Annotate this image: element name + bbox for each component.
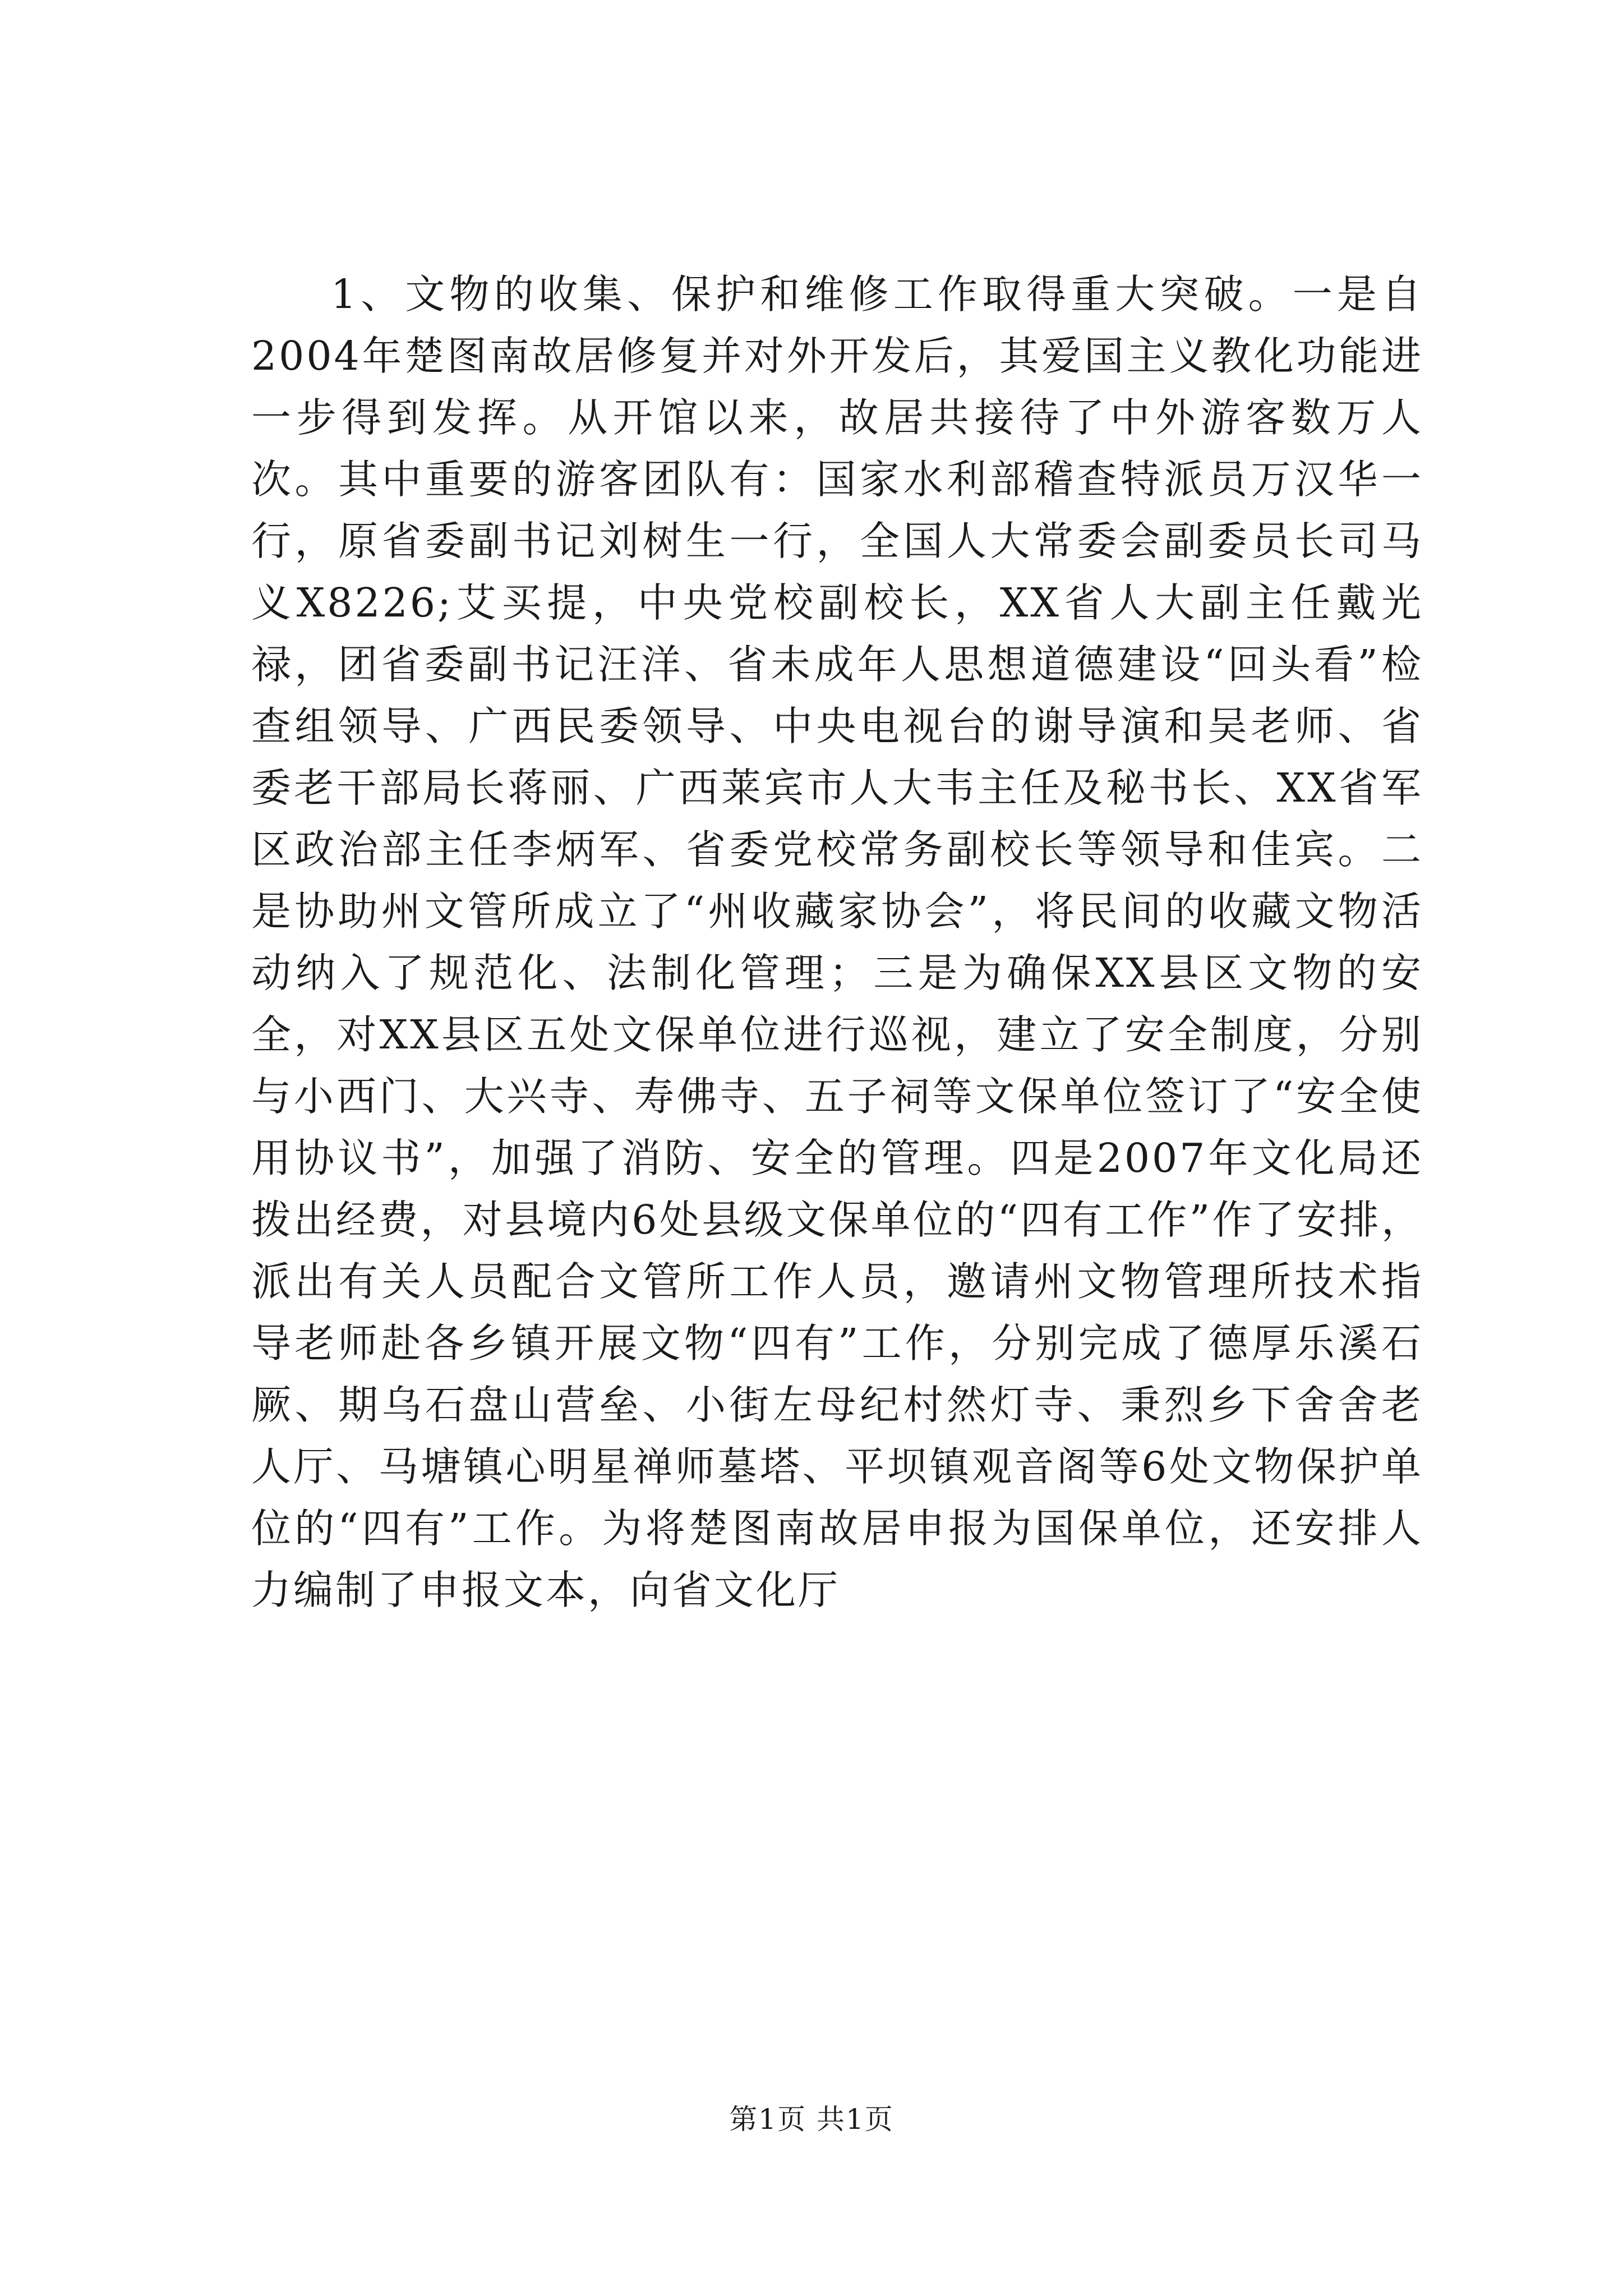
page-footer: 第1页 共1页 — [729, 2103, 894, 2136]
body-paragraph: 1、文物的收集、保护和维修工作取得重大突破。一是自2004年楚图南故居修复并对外开发后，其爱国主义教化功能进一步得到发挥。从开馆以来，故居共接待了中外游客数万人次。其中重要的游客团队有：国家水利部稽查特派员万汉华一行，原省委副书记刘树生一行，全国人大常委会副委员长司马义X8226;艾买提，中央党校副校长，XX省人大副主任戴光禄，团省委副书记汪洋、省未成年人思想道德建设“回头看”检查组领导、广西民委领导、中央电视台的谢导演和吴老师、省委老干部局长蒋丽、广西莱宾市人大韦主任及秘书长、XX省军区政治部主任李炳军、省委党校常务副校长等领导和佳宾。二是协助州文管所成立了“州收藏家协会”，将民间的收藏文物活动纳入了规范化、法制化管理；三是为确保XX县区文物的安全，对XX县区五处文保单位进行巡视，建立了安全制度，分别与小西门、大兴寺、寿佛寺、五子祠等文保单位签订了“安全使用协议书”，加强了消防、安全的管理。四是2007年文化局还拨出经费，对县境内6处县级文保单位的“四有工作”作了安排，派出有关人员配合文管所工作人员，邀请州文物管理所技术指导老师赴各乡镇开展文物“四有”工作，分别完成了德厚乐溪石厥、期乌石盘山营垒、小街左母纪村然灯寺、秉烈乡下舍舍老人厅、马塘镇心明星禅师墓塔、平坝镇观音阁等6处文物保护单位的“四有”工作。为将楚图南故居申报为国保单位，还安排人力编制了申报文本，向省文化厅 — [251, 271, 1423, 1613]
